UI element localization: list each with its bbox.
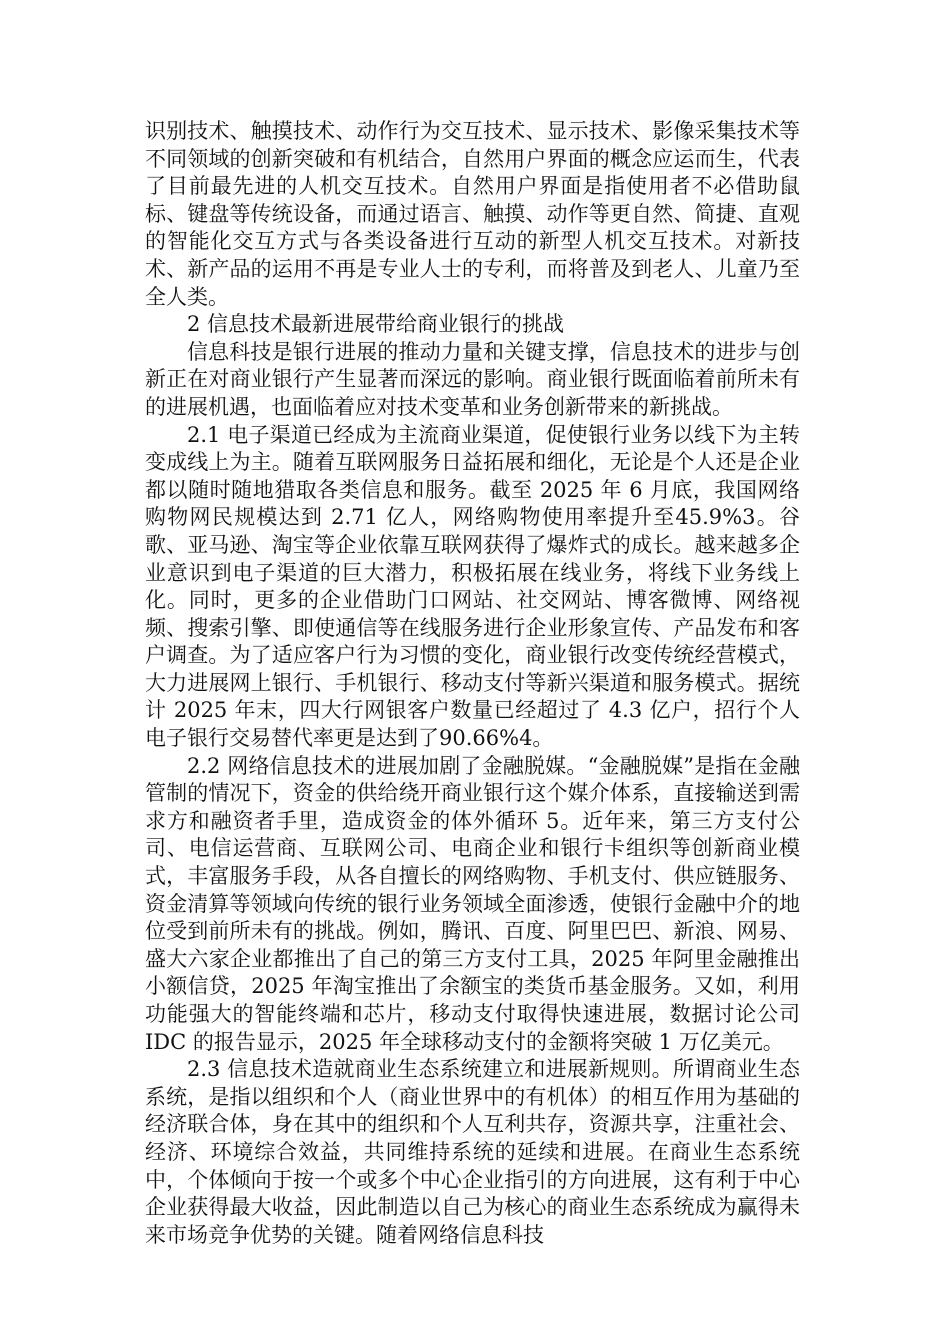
- section-heading: 2 信息技术最新进展带给商业银行的挑战: [187, 312, 565, 337]
- document-body: [145, 118, 800, 1249]
- paragraph-intro: 信息科技是银行进展的推动力量和关键支撑，信息技术的进步与创新正在对商业银行产生显著而深远的影响。商业银行既面临着前所未有的进展机遇，也面临着应对技术变革和业务创新带来的新挑战。: [145, 339, 800, 419]
- paragraph-2-1: 2.1 电子渠道已经成为主流商业渠道，促使银行业务以线下为主转变成线上为主。随着互联网服务日益拓展和细化，无论是个人还是企业都以随时随地猎取各类信息和服务。截至 2025 年 6 月底，我国网络购物网民规模达到 2.71 亿人，网络购物使用率提升至45.9%3。谷歌、亚马逊、淘宝等企业依靠互联网获得了爆炸式的成长。越来越多企业意识到电子渠道的巨大潜力，积极拓展在线业务，将线下业务线上化。同时，更多的企业借助门口网站、社交网站、博客微博、网络视频、搜索引擎、即使通信等在线服务进行企业形象宣传、产品发布和客户调查。为了适应客户行为习惯的变化，商业银行改变传统经营模式，大力进展网上银行、手机银行、移动支付等新兴渠道和服务模式。据统计 2025 年末，四大行网银客户数量已经超过了 4.3 亿户，招行个人电子银行交易替代率更是达到了90.66%4。: [145, 422, 800, 751]
- paragraph-2-2: 2.2 网络信息技术的进展加剧了金融脱媒。“金融脱媒”是指在金融管制的情况下，资金的供给绕开商业银行这个媒介体系，直接输送到需求方和融资者手里，造成资金的体外循环 5。近年来，第三方支付公司、电信运营商、互联网公司、电商企业和银行卡组织等创新商业模式，丰富服务手段，从各自擅长的网络购物、手机支付、供应链服务、资金清算等领域向传统的银行业务领域全面渗透，使银行金融中介的地位受到前所未有的挑战。例如，腾讯、百度、阿里巴巴、新浪、网易、盛大六家企业都推出了自己的第三方支付工具，2025 年阿里金融推出小额信贷，2025 年淘宝推出了余额宝的类货币基金服务。又如，利用功能强大的智能终端和芯片，移动支付取得快速进展，数据讨论公司 IDC 的报告显示，2025 年全球移动支付的金额将突破 1 万亿美元。: [145, 753, 800, 1054]
- paragraph-2-3: 2.3 信息技术造就商业生态系统建立和进展新规则。所谓商业生态系统，是指以组织和个人（商业世界中的有机体）的相互作用为基础的经济联合体，身在其中的组织和个人互利共存，资源共享，注重社会、经济、环境综合效益，共同维持系统的延续和进展。在商业生态系统中，个体倾向于按一个或多个中心企业指引的方向进展，这有利于中心企业获得最大收益，因此制造以自己为核心的商业生态系统成为赢得未来市场竞争优势的关键。随着网络信息科技: [145, 1057, 800, 1247]
- paragraph-continuation: 识别技术、触摸技术、动作行为交互技术、显示技术、影像采集技术等不同领域的创新突破和有机结合，自然用户界面的概念应运而生，代表了目前最先进的人机交互技术。自然用户界面是指使用者不必借助鼠标、键盘等传统设备，而通过语言、触摸、动作等更自然、简捷、直观的智能化交互方式与各类设备进行互动的新型人机交互技术。对新技术、新产品的运用不再是专业人士的专利，而将普及到老人、儿童乃至全人类。: [145, 119, 800, 309]
